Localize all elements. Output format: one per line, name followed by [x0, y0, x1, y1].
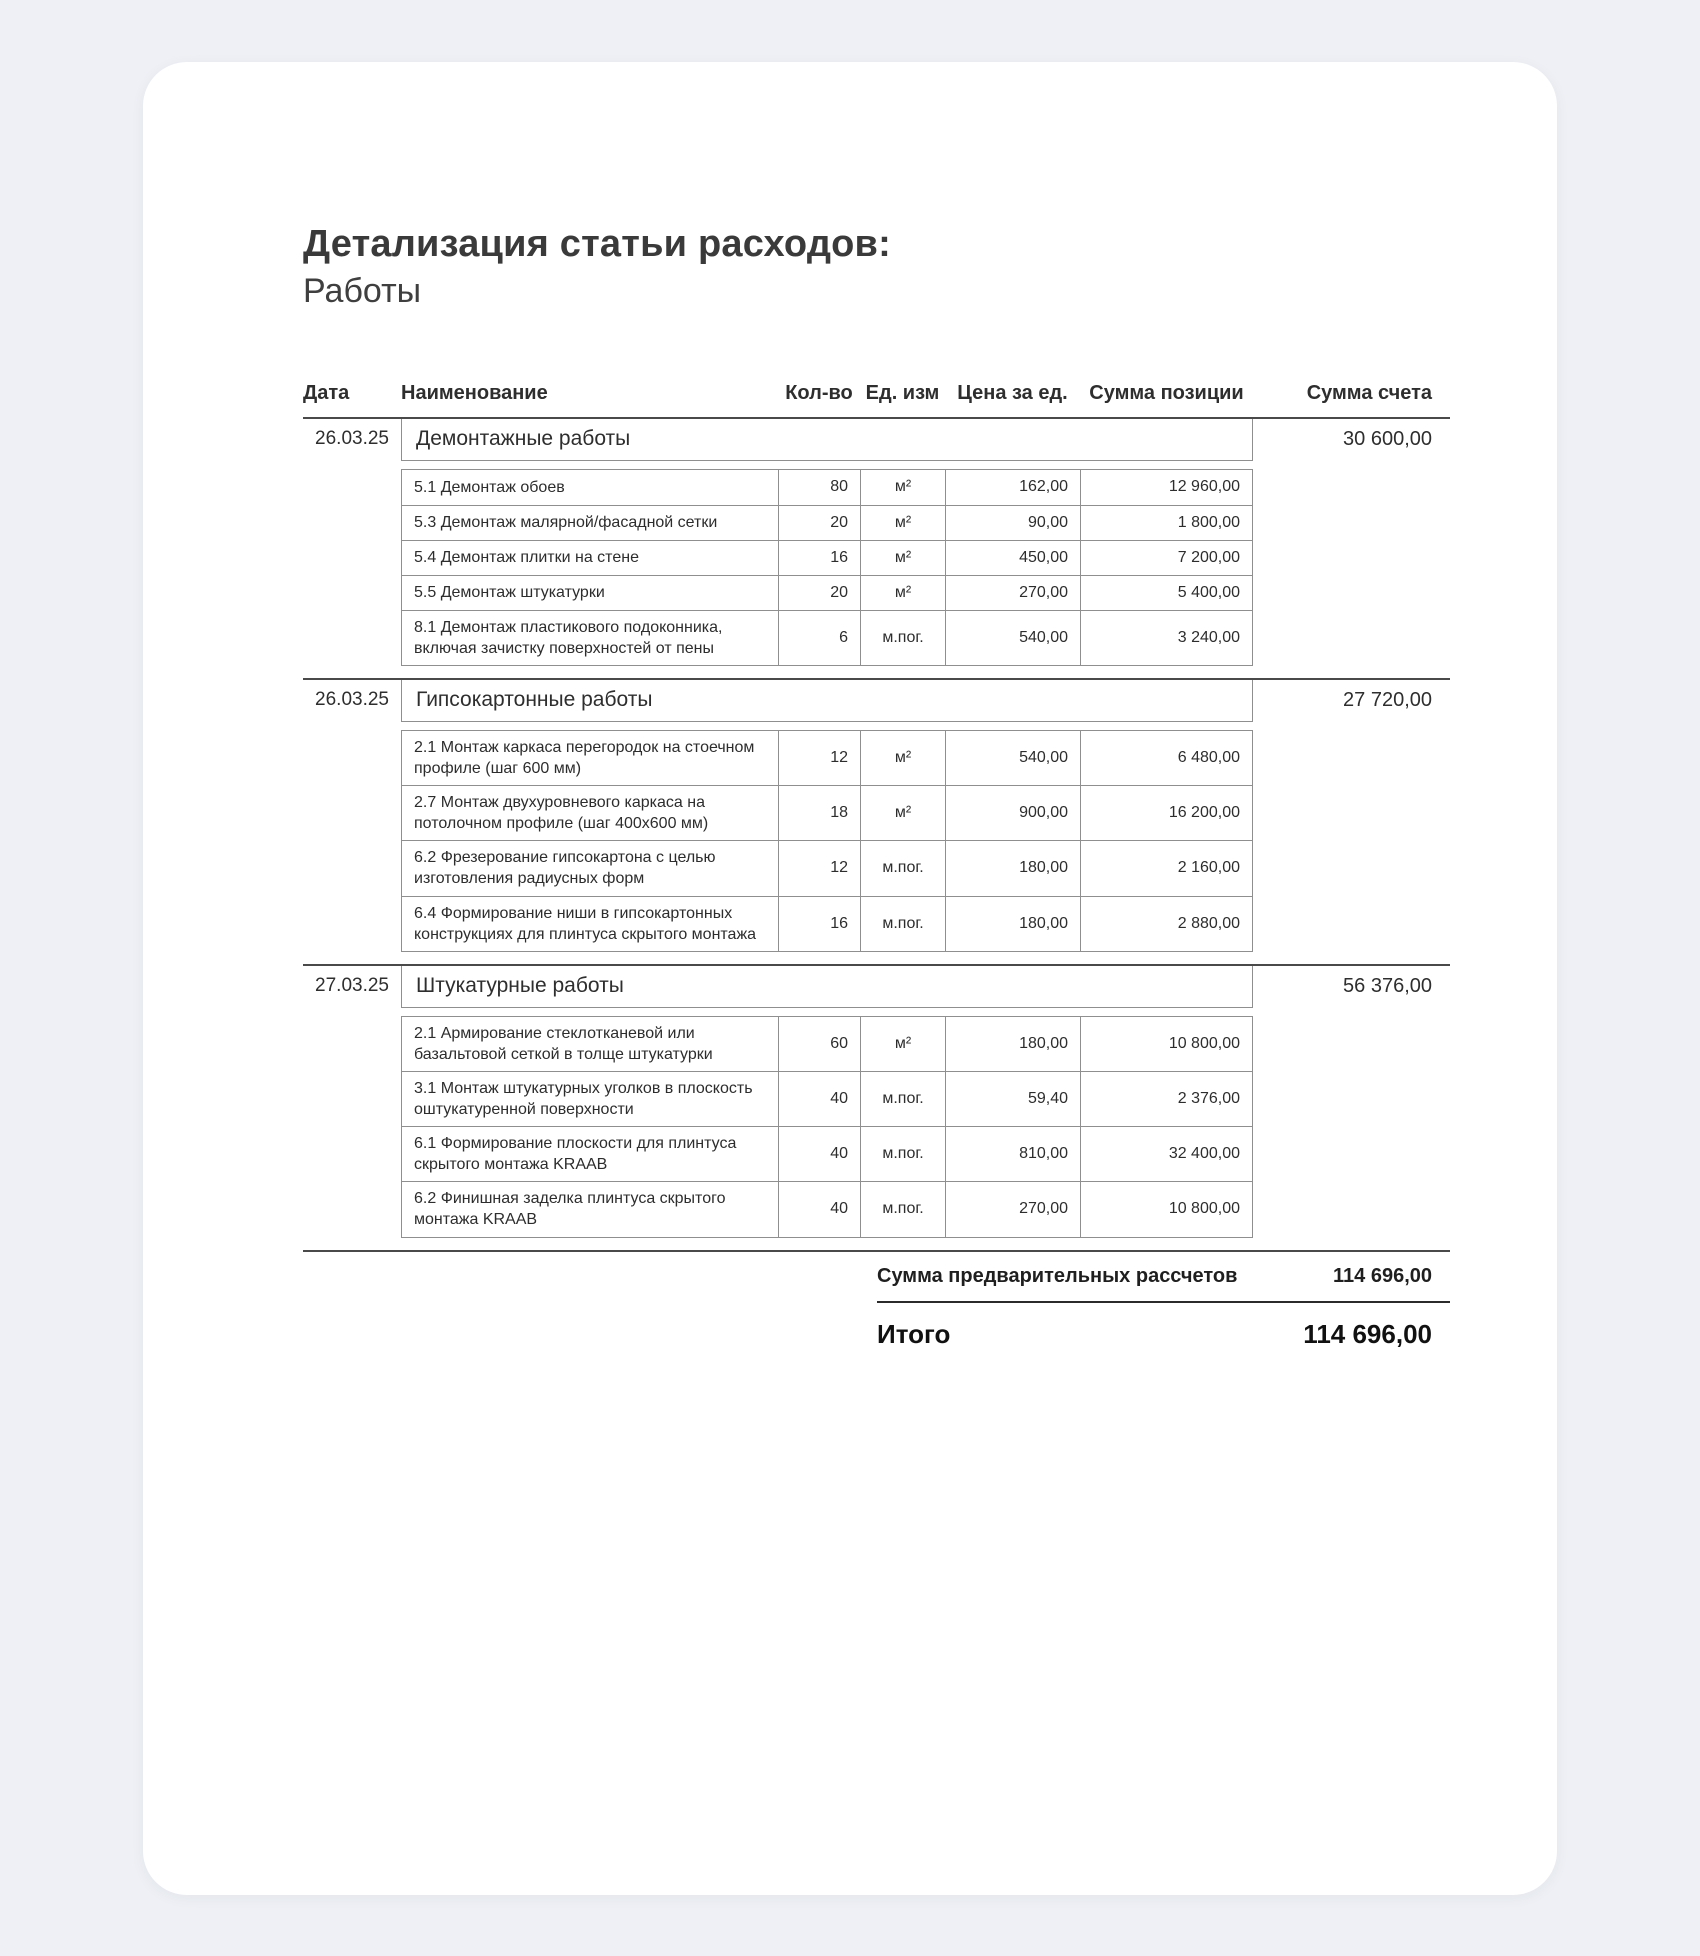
document-card: [143, 62, 1557, 1895]
table-row: [402, 731, 1252, 785]
item-qty: 16: [778, 897, 860, 951]
group-title: Штукатурные работы: [401, 966, 1253, 1008]
item-sum: 6 480,00: [1080, 731, 1252, 785]
item-qty: 20: [778, 576, 860, 610]
item-sum: 5 400,00: [1080, 576, 1252, 610]
item-sum: 3 240,00: [1080, 611, 1252, 665]
page-subtitle: Работы: [303, 271, 422, 310]
item-sum: 2 376,00: [1080, 1072, 1252, 1126]
item-name: 5.4 Демонтаж плитки на стене: [414, 549, 639, 567]
item-price: 180,00: [945, 1017, 1080, 1071]
item-qty: 6: [778, 611, 860, 665]
table-row: [402, 505, 1252, 540]
preliminary-sum-label: Сумма предварительных рассчетов: [877, 1264, 1238, 1287]
summary-section: [877, 1252, 1450, 1350]
item-price: 450,00: [945, 541, 1080, 575]
group-date: 26.03.25: [315, 688, 389, 710]
table-body: [303, 417, 1450, 1238]
item-sum: 10 800,00: [1080, 1017, 1252, 1071]
item-unit: м²: [860, 576, 945, 610]
item-qty: 16: [778, 541, 860, 575]
total-row: [877, 1303, 1450, 1350]
item-name: 6.4 Формирование ниши в гипсокартонных конструкциях для плинтуса скрытого монтажа: [414, 904, 757, 943]
item-qty: 18: [778, 786, 860, 840]
preliminary-sum-value: 114 696,00: [1333, 1264, 1432, 1287]
work-group: [303, 678, 1450, 952]
item-sum: 16 200,00: [1080, 786, 1252, 840]
preliminary-sum-row: [877, 1252, 1450, 1303]
item-price: 810,00: [945, 1127, 1080, 1181]
table-row: [402, 896, 1252, 951]
item-name: 3.1 Монтаж штукатурных уголков в плоскость оштукатуренной поверхности: [414, 1079, 753, 1119]
item-price: 540,00: [945, 611, 1080, 665]
item-price: 90,00: [945, 506, 1080, 540]
item-name: 6.1 Формирование плоскости для плинтуса скрытого монтажа KRAAB: [414, 1135, 737, 1174]
item-unit: м.пог.: [860, 1127, 945, 1181]
item-qty: 12: [778, 731, 860, 785]
item-qty: 40: [778, 1182, 860, 1236]
item-price: 180,00: [945, 897, 1080, 951]
page-title: Детализация статьи расходов:: [303, 223, 891, 265]
table-header-row: [303, 382, 1450, 417]
group-sum: 30 600,00: [1343, 427, 1432, 450]
table-row: [402, 1181, 1252, 1236]
invoice-table: [303, 382, 1450, 1350]
group-items: [401, 469, 1253, 666]
item-sum: 12 960,00: [1080, 470, 1252, 505]
item-price: 540,00: [945, 731, 1080, 785]
item-unit: м²: [860, 786, 945, 840]
item-name: 6.2 Фрезерование гипсокартона с целью изготовления радиусных форм: [414, 849, 716, 888]
item-name: 8.1 Демонтаж пластикового подоконника, включая зачистку поверхностей от пены: [414, 618, 723, 657]
item-unit: м.пог.: [860, 1072, 945, 1126]
item-unit: м.пог.: [860, 841, 945, 895]
item-unit: м²: [860, 470, 945, 505]
group-sum: 56 376,00: [1343, 974, 1432, 997]
column-header-invoice-sum: Сумма счета: [1306, 381, 1432, 404]
item-qty: 40: [778, 1072, 860, 1126]
group-title: Демонтажные работы: [401, 419, 1253, 461]
table-row: [402, 1071, 1252, 1126]
item-qty: 20: [778, 506, 860, 540]
item-name: 2.1 Армирование стеклотканевой или базальтовой сеткой в толще штукатурки: [414, 1024, 713, 1063]
table-row: [402, 470, 1252, 505]
item-name: 5.1 Демонтаж обоев: [414, 478, 565, 496]
item-price: 59,40: [945, 1072, 1080, 1126]
column-header-position-sum: Сумма позиции: [1089, 381, 1244, 404]
table-row: [402, 610, 1252, 665]
item-unit: м.пог.: [860, 897, 945, 951]
item-name: 2.7 Монтаж двухуровневого каркаса на потолочном профиле (шаг 400х600 мм): [414, 794, 709, 833]
group-header-row: [303, 680, 1450, 722]
item-sum: 10 800,00: [1080, 1182, 1252, 1236]
item-price: 162,00: [945, 470, 1080, 505]
column-header-unit: Ед. изм: [865, 381, 940, 404]
item-unit: м²: [860, 731, 945, 785]
item-sum: 2 880,00: [1080, 897, 1252, 951]
group-date: 27.03.25: [315, 974, 389, 996]
group-items: [401, 1016, 1253, 1238]
total-label: Итого: [877, 1318, 951, 1349]
column-header-qty: Кол-во: [785, 381, 853, 404]
group-title: Гипсокартонные работы: [401, 680, 1253, 722]
table-row: [402, 540, 1252, 575]
total-value: 114 696,00: [1303, 1318, 1432, 1349]
table-row: [402, 840, 1252, 895]
item-sum: 7 200,00: [1080, 541, 1252, 575]
item-unit: м²: [860, 541, 945, 575]
group-date: 26.03.25: [315, 427, 389, 449]
table-row: [402, 1126, 1252, 1181]
item-qty: 80: [778, 470, 860, 505]
item-sum: 2 160,00: [1080, 841, 1252, 895]
item-sum: 1 800,00: [1080, 506, 1252, 540]
item-name: 5.5 Демонтаж штукатурки: [414, 584, 605, 602]
item-qty: 40: [778, 1127, 860, 1181]
item-name: 6.2 Финишная заделка плинтуса скрытого монтажа KRAAB: [414, 1190, 726, 1229]
column-header-name: Наименование: [401, 381, 548, 404]
group-items: [401, 730, 1253, 952]
item-unit: м²: [860, 1017, 945, 1071]
table-row: [402, 575, 1252, 610]
item-unit: м.пог.: [860, 1182, 945, 1236]
item-price: 270,00: [945, 576, 1080, 610]
work-group: [303, 417, 1450, 666]
item-qty: 12: [778, 841, 860, 895]
item-price: 900,00: [945, 786, 1080, 840]
item-name: 5.3 Демонтаж малярной/фасадной сетки: [414, 514, 718, 532]
table-row: [402, 785, 1252, 840]
group-header-row: [303, 966, 1450, 1008]
item-price: 180,00: [945, 841, 1080, 895]
item-name: 2.1 Монтаж каркаса перегородок на стоечном профиле (шаг 600 мм): [414, 738, 755, 777]
item-sum: 32 400,00: [1080, 1127, 1252, 1181]
group-header-row: [303, 419, 1450, 461]
column-header-date: Дата: [303, 381, 350, 404]
item-price: 270,00: [945, 1182, 1080, 1236]
item-qty: 60: [778, 1017, 860, 1071]
item-unit: м.пог.: [860, 611, 945, 665]
work-group: [303, 964, 1450, 1238]
table-row: [402, 1017, 1252, 1071]
group-sum: 27 720,00: [1343, 688, 1432, 711]
item-unit: м²: [860, 506, 945, 540]
column-header-unit-price: Цена за ед.: [957, 381, 1068, 404]
